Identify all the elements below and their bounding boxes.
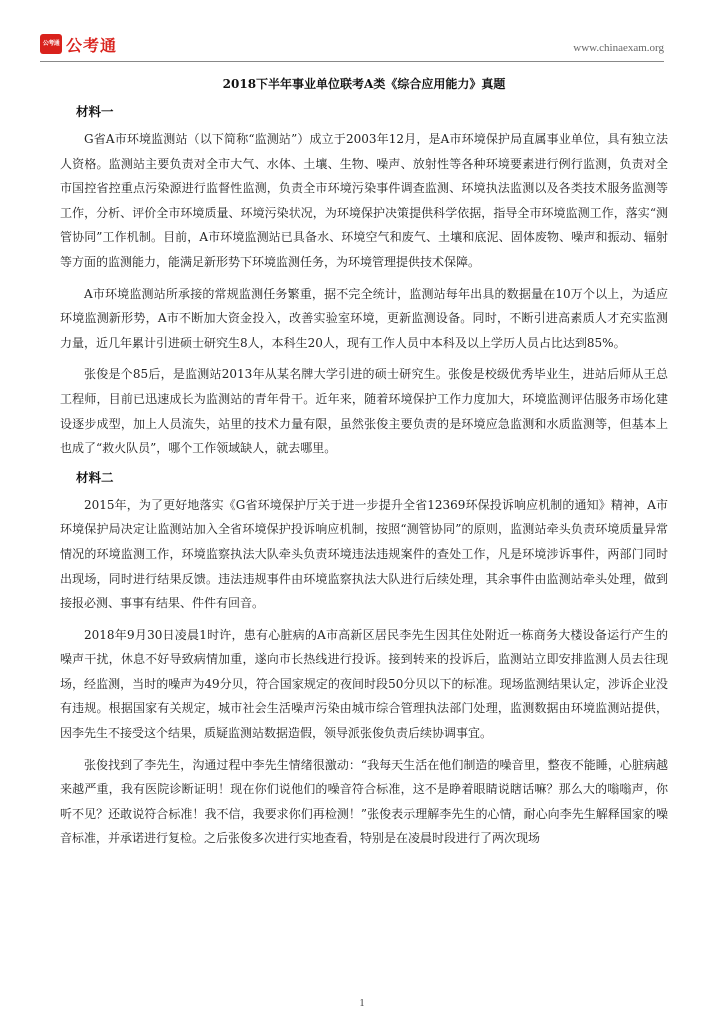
paragraph: 2015年，为了更好地落实《G省环境保护厅关于进一步提升全省12369环保投诉响应机制的通知》精神，A市环境保护局决定让监测站加入全省环境保护投诉响应机制，按照“测管协同”的原则，监测站牵头负责环境质量异常情况的环境监测工作，环境监察执法大队牵头负责环境违法违规案件的查处工作，凡是环境涉诉事件，两部门同时出现场，同时进行结果反馈。违法违规事件由环境监察执法大队进行后续处理，其余事件由监测站牵头处理，做到接报必测、事事有结果、件件有回音。 — [60, 497, 668, 611]
header-divider — [40, 61, 664, 62]
paragraph: 2018年9月30日凌晨1时许，患有心脏病的A市高新区居民李先生因其住处附近一栋商务大楼设备运行产生的噪声干扰，休息不好导致病情加重，遂向市长热线进行投诉。接到转来的投诉后，监测站立即安排监测人员去往现场，经监测，当时的噪声为49分贝，符合国家规定的夜间时段50分贝以下的标准。现场监测结果认定，涉诉企业没有违规。根据国家有关规定，城市社会生活噪声污染由城市综合管理执法部门处理，监测数据由环境监测站提供，因李先生不接受这个结果，质疑监测站数据造假，领导派张俊负责后续协调事宜。 — [60, 627, 668, 741]
document-body — [60, 74, 668, 858]
document-title: 2018下半年事业单位联考A类《综合应用能力》真题 — [222, 77, 506, 91]
logo-badge-icon: 公考通 — [40, 34, 62, 54]
paragraph: 张俊找到了李先生，沟通过程中李先生情绪很激动：“我每天生活在他们制造的噪音里，整夜不能睡，心脏病越来越严重，我有医院诊断证明！现在你们说他们的噪音符合标准，这不是睁着眼睛说瞎话嘛？那么大的嗡嗡声，你听不见？还敢说符合标准！我不信，我要求你们再检测！”张俊表示理解李先生的心情，耐心向李先生解释国家的噪音标准，并承诺进行复检。之后张俊多次进行实地查看，特别是在凌晨时段进行了两次现场 — [60, 757, 668, 846]
paragraph: A市环境监测站所承接的常规监测任务繁重，据不完全统计，监测站每年出具的数据量在10万个以上，为适应环境监测新形势，A市不断加大资金投入，改善实验室环境，更新监测设备。同时，不断引进高素质人才充实监测力量，近几年累计引进硕士研究生8人，本科生20人，现有工作人员中本科及以上学历人员占比达到85%。 — [60, 286, 668, 350]
paragraph: 张俊是个85后，是监测站2013年从某名牌大学引进的硕士研究生。张俊是校级优秀毕业生，进站后师从王总工程师，目前已迅速成长为监测站的青年骨干。近年来，随着环境保护工作力度加大，环境监测评估服务市场化建设逐步成型，加上人员流失，站里的技术力量有限，虽然张俊主要负责的是环境应急监测和水质监测等，但基本上也成了“救火队员”，哪个工作领域缺人，就去哪里。 — [60, 367, 668, 456]
page-number: 1 — [359, 998, 365, 1009]
logo-text: 公考通 — [66, 36, 118, 55]
site-url: www.chinaexam.org — [573, 42, 664, 54]
paragraph: G省A市环境监测站（以下简称“监测站”）成立于2003年12月，是A市环境保护局直属事业单位，具有独立法人资格。监测站主要负责对全市大气、水体、土壤、生物、噪声、放射性等各种环境要素进行例行监测，负责对全市国控省控重点污染源进行监督性监测，负责全市环境污染事件调查监测、环境执法监测以及各类技术服务监测等工作，分析、评价全市环境质量、环境污染状况，为环境保护决策提供科学依据，指导全市环境监测工作，落实“测管协同”工作机制。目前，A市环境监测站已具备水、环境空气和废气、土壤和底泥、固体废物、噪声和振动、辐射等方面的监测能力，能满足新形势下环境监测任务，为环境管理提供技术保障。 — [60, 132, 668, 269]
section-heading-material-2: 材料二 — [76, 469, 114, 485]
page-header — [40, 30, 664, 62]
section-heading-material-1: 材料一 — [76, 104, 114, 119]
